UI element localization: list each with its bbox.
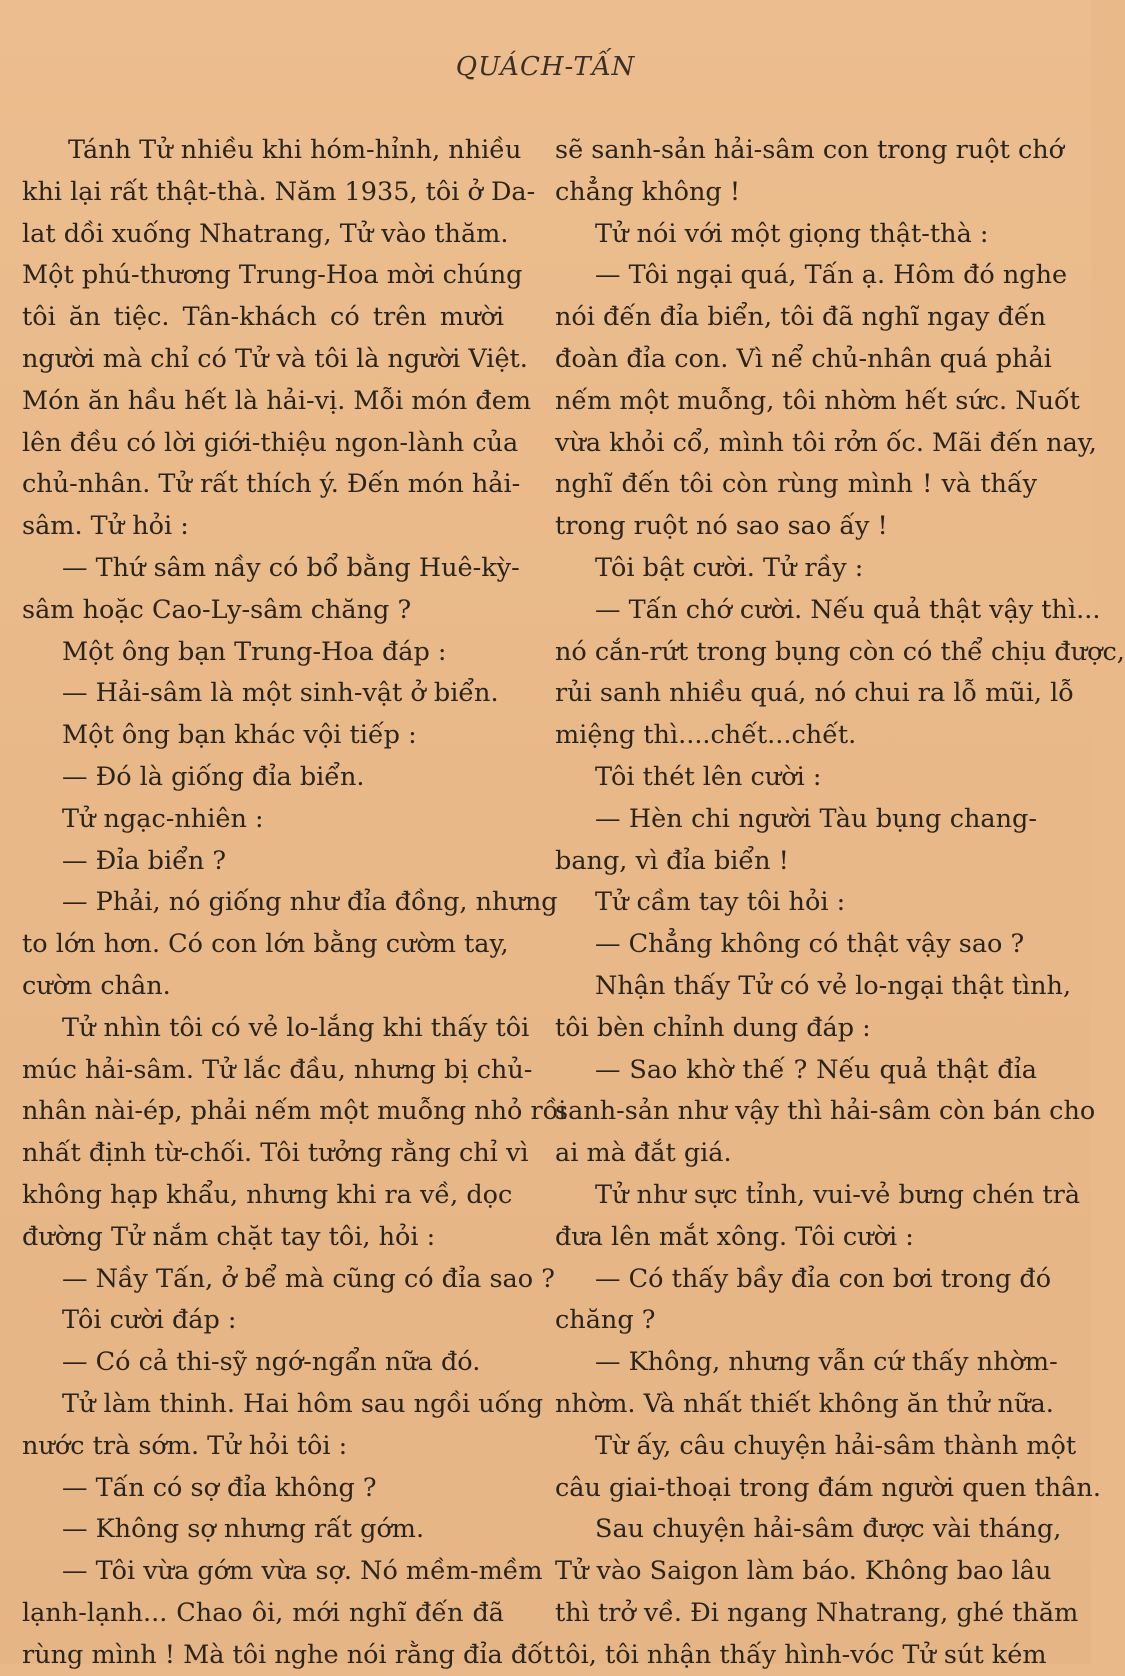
right-text-line: — Có thấy bầy đỉa con bơi trong đó (595, 1263, 1052, 1294)
left-text-line: nhân nài-ép, phải nếm một muỗng nhỏ rồi (22, 1096, 567, 1127)
left-text-line: Một ông bạn khác vội tiếp : (62, 720, 417, 751)
right-text-line: — Tấn chớ cười. Nếu quả thật vậy thì... (595, 594, 1101, 625)
left-text-line: Tôi cười đáp : (62, 1305, 237, 1336)
left-text-line: cườm chân. (22, 970, 171, 1001)
right-text-line: — Tôi ngại quá, Tấn ạ. Hôm đó nghe (595, 260, 1068, 291)
right-text-line: đoàn đỉa con. Vì nể chủ-nhân quá phải (555, 343, 1052, 374)
left-text-line: Tử nhìn tôi có vẻ lo-lắng khi thấy tôi (62, 1012, 530, 1043)
right-text-line: nhờm. Và nhất thiết không ăn thử nữa. (555, 1388, 1054, 1419)
right-text-line: tôi bèn chỉnh dung đáp : (555, 1012, 871, 1043)
right-text-line: sanh-sản như vậy thì hải-sâm còn bán cho (555, 1096, 1096, 1127)
right-text-line: miệng thì....chết...chết. (555, 720, 857, 751)
left-text-line: — Tôi vừa gớm vừa sợ. Nó mềm-mềm (62, 1556, 543, 1587)
left-text-line: người mà chỉ có Tử và tôi là người Việt. (22, 343, 528, 374)
right-text-line: — Không, nhưng vẫn cứ thấy nhờm- (595, 1347, 1058, 1378)
right-text-line: Tử vào Saigon làm báo. Không bao lâu (555, 1556, 1052, 1587)
left-text-line: sâm. Tử hỏi : (22, 511, 189, 542)
left-text-line: — Nầy Tấn, ở bể mà cũng có đỉa sao ? (62, 1263, 555, 1294)
left-text-line: Món ăn hầu hết là hải-vị. Mỗi món đem (22, 385, 532, 416)
right-text-line: tôi, tôi nhận thấy hình-vóc Tử sút kém (555, 1639, 1047, 1670)
right-text-line: nói đến đỉa biển, tôi đã nghĩ ngay đến (555, 302, 1046, 333)
right-text-line: rủi sanh nhiều quá, nó chui ra lỗ mũi, lỗ (555, 678, 1074, 709)
right-text-line: nó cắn-rứt trong bụng còn có thể chịu được, (555, 636, 1125, 667)
right-text-line: — Chẳng không có thật vậy sao ? (595, 929, 1025, 960)
left-text-line: sâm hoặc Cao-Ly-sâm chăng ? (22, 594, 412, 625)
left-text-line: tôi ăn tiệc. Tân-khách có trên mười (22, 302, 504, 333)
left-text-line: — Không sợ nhưng rất gớm. (62, 1514, 425, 1545)
right-text-line: — Sao khờ thế ? Nếu quả thật đỉa (595, 1054, 1037, 1085)
right-text-line: Tử như sực tỉnh, vui-vẻ bưng chén trà (595, 1179, 1081, 1210)
right-text-line: Sau chuyện hải-sâm được vài tháng, (595, 1514, 1062, 1545)
right-text-line: ai mà đắt giá. (555, 1138, 732, 1169)
right-text-line: Tôi thét lên cười : (595, 761, 822, 792)
left-text-line: lạnh-lạnh... Chao ôi, mới nghĩ đến đã (22, 1597, 504, 1628)
left-text-line: nước trà sớm. Tử hỏi tôi : (22, 1430, 348, 1461)
right-text-line: chẳng không ! (555, 176, 741, 207)
left-text-line: Một phú-thương Trung-Hoa mời chúng (22, 260, 523, 291)
left-text-line: Tử làm thinh. Hai hôm sau ngồi uống (62, 1388, 544, 1419)
left-text-line: múc hải-sâm. Tử lắc đầu, nhưng bị chủ- (22, 1054, 533, 1085)
left-text-line: — Có cả thi-sỹ ngớ-ngẩn nữa đó. (62, 1347, 481, 1378)
right-text-line: nghĩ đến tôi còn rùng mình ! và thấy (555, 469, 1037, 500)
left-text-line: chủ-nhân. Tử rất thích ý. Đến món hải- (22, 469, 521, 500)
left-text-line: không hạp khẩu, nhưng khi ra về, dọc (22, 1179, 513, 1210)
right-text-line: Tôi bật cười. Tử rầy : (595, 552, 864, 583)
left-text-line: — Phải, nó giống như đỉa đồng, nhưng (62, 887, 558, 918)
right-text-column (555, 130, 1125, 1676)
left-text-column (22, 130, 567, 1676)
right-text-line: Nhận thấy Tử có vẻ lo-ngại thật tình, (595, 970, 1072, 1001)
left-text-line: đường Tử nắm chặt tay tôi, hỏi : (22, 1221, 436, 1252)
left-text-line: — Đó là giống đỉa biển. (62, 761, 365, 792)
right-text-line: Tử cầm tay tôi hỏi : (595, 887, 846, 918)
right-text-line: thì trở về. Đi ngang Nhatrang, ghé thăm (555, 1597, 1079, 1628)
left-text-line: lên đều có lời giới-thiệu ngon-lành của (22, 427, 519, 458)
right-text-line: bang, vì đỉa biển ! (555, 845, 789, 876)
left-text-line: lat dồi xuống Nhatrang, Tử vào thăm. (22, 218, 509, 249)
left-text-line: — Tấn có sợ đỉa không ? (62, 1472, 377, 1503)
left-text-line: nhất định từ-chối. Tôi tưởng rằng chỉ vì (22, 1138, 529, 1169)
right-text-line: sẽ sanh-sản hải-sâm con trong ruột chớ (555, 135, 1065, 165)
right-text-line: đưa lên mắt xông. Tôi cười : (555, 1221, 914, 1252)
right-text-line: — Hèn chi người Tàu bụng chang- (595, 803, 1037, 834)
right-text-line: nếm một muỗng, tôi nhờm hết sức. Nuốt (555, 385, 1080, 416)
running-head: QUÁCH-TẤN (455, 52, 636, 82)
right-text-line: câu giai-thoại trong đám người quen thân. (555, 1472, 1101, 1503)
right-text-line: Tử nói với một giọng thật-thà : (595, 218, 989, 249)
left-text-line: Tánh Tử nhiều khi hóm-hỉnh, nhiều (68, 135, 522, 165)
right-text-line: trong ruột nó sao sao ấy ! (555, 511, 888, 542)
right-text-line: vừa khỏi cổ, mình tôi rởn ốc. Mãi đến nay, (555, 427, 1097, 458)
left-text-line: to lớn hơn. Có con lớn bằng cườm tay, (22, 929, 509, 960)
left-text-line: — Đỉa biển ? (62, 845, 227, 876)
left-text-line: khi lại rất thật-thà. Năm 1935, tôi ở Da- (22, 176, 536, 207)
left-text-line: Một ông bạn Trung-Hoa đáp : (62, 636, 447, 667)
left-text-line: — Thứ sâm nầy có bổ bằng Huê-kỳ- (62, 552, 520, 583)
left-text-line: — Hải-sâm là một sinh-vật ở biển. (62, 678, 499, 709)
right-text-line: chăng ? (555, 1305, 656, 1336)
left-text-line: Tử ngạc-nhiên : (62, 803, 264, 834)
left-text-line: rùng mình ! Mà tôi nghe nói rằng đỉa đốt (22, 1639, 553, 1670)
right-text-line: Từ ấy, câu chuyện hải-sâm thành một (595, 1430, 1077, 1461)
